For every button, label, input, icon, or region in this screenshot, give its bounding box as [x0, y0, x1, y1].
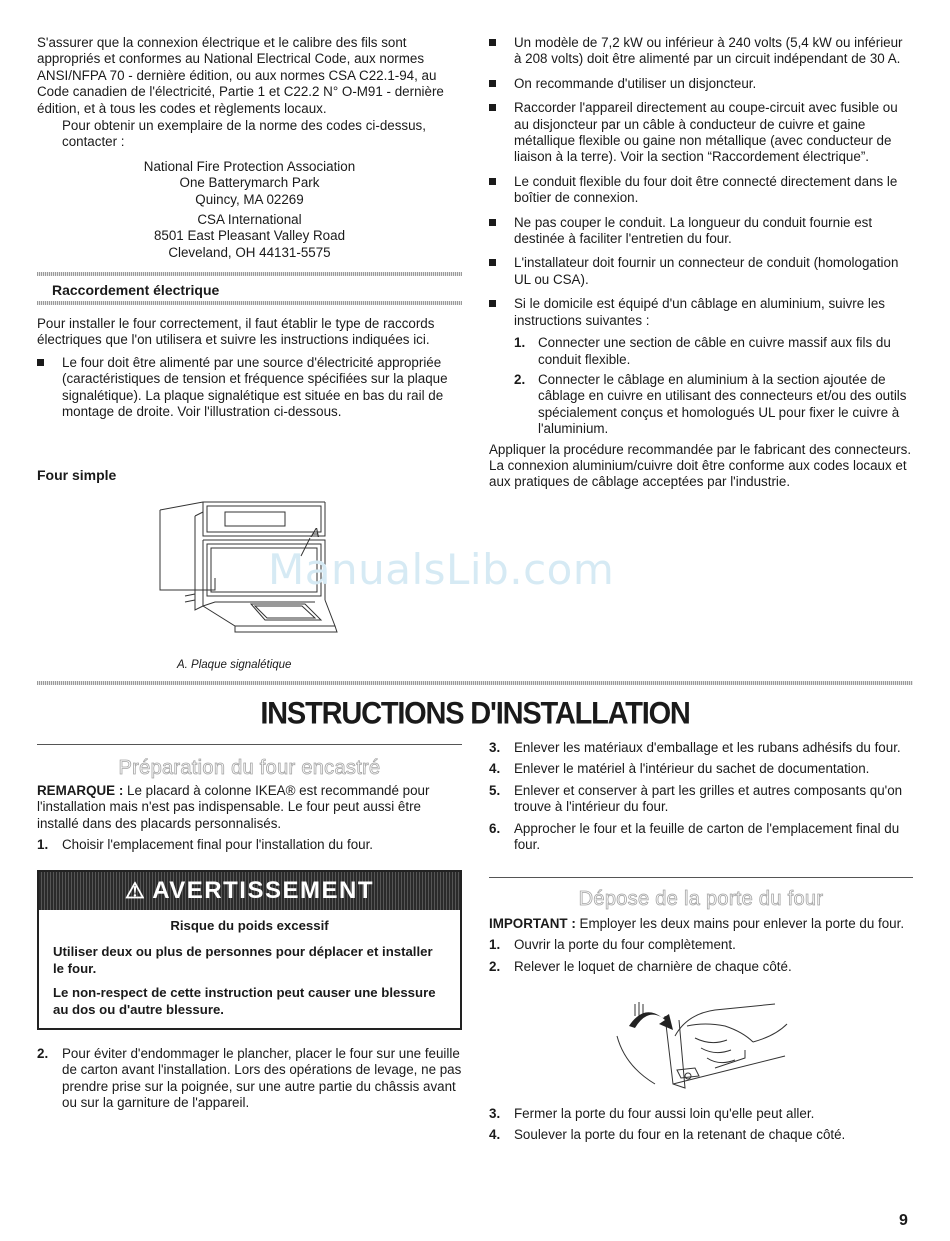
list-item: [489, 35, 913, 68]
left-column-top: [37, 35, 462, 261]
step-text: Soulever la porte du four en la retenant de chaque côté.: [514, 1127, 846, 1143]
bullet-text: Le four doit être alimenté par une source d'électricité appropriée (caractéristiques de tension et fréquence spécifiées sur la plaque signalétique). La plaque signalétique est située en bas du rail de montage de droite. Voir l'illustration ci-dessous.: [62, 354, 448, 420]
step-number: 2.: [514, 371, 526, 387]
bullet-text: Un modèle de 7,2 kW ou inférieur à 240 volts (5,4 kW ou inférieur à 208 volts) doit être alimenté par un circuit indépendant de 30 A.: [514, 35, 903, 67]
step-text: Relever le loquet de charnière de chaque côté.: [514, 958, 792, 974]
electrical-code-intro: S'assurer que la connexion électrique et le calibre des fils sont appropriés et conformes au National Electrical Code, aux normes ANSI/NFPA 70 - dernière édition, ou aux normes CSA C22.1-94, au Code canadien de l'électricité, Partie 1 et C22.2 N° O-M91 - dernière édition, et à tous les codes et règlements locaux.: [37, 35, 444, 116]
warning-header: [39, 872, 460, 910]
address-line: CSA International: [197, 212, 302, 228]
nfpa-address: [37, 159, 462, 208]
list-item: [37, 1046, 462, 1112]
section-divider: [37, 272, 462, 276]
prep-section-title: Préparation du four encastré: [118, 757, 381, 779]
door-section: [489, 916, 913, 980]
prep-section: [37, 783, 462, 859]
step-text: Enlever le matériel à l'intérieur du sachet de documentation.: [514, 761, 870, 777]
important-text: Employer les deux mains pour enlever la porte du four.: [579, 916, 905, 931]
warning-body: [39, 910, 460, 1028]
figure-label: A: [311, 525, 320, 540]
step-text: Fermer la porte du four aussi loin qu'elle peut aller.: [514, 1106, 815, 1121]
section-rule: [37, 744, 462, 745]
note-text: Le placard à colonne IKEA® est recommandé pour l'installation mais n'est pas indispensable. Le four peut aussi être installé dans des placards personnalisés.: [37, 783, 430, 831]
address-line: Quincy, MA 02269: [195, 191, 304, 207]
bullet-text: Si le domicile est équipé d'un câblage en aluminium, suivre les instructions suivantes :: [514, 296, 886, 328]
step-text: Connecter le câblage en aluminium à la section ajoutée de câblage en cuivre en utilisant des connecteurs et/ou des outils spécialement conçus et homologués UL pour fixer le cuivre à l'aluminium.: [538, 371, 907, 437]
step-text: Connecter une section de câble en cuivre massif aux fils du conduit flexible.: [538, 335, 891, 367]
list-item: [489, 296, 913, 329]
door-important: [489, 916, 913, 932]
watermark: ManualsLib.com: [268, 545, 615, 594]
list-item: [37, 837, 462, 853]
bullet-text: On recommande d'utiliser un disjoncteur.: [514, 75, 757, 91]
list-item: [514, 335, 913, 368]
list-item: [489, 76, 913, 92]
prep-steps-right: [489, 740, 913, 858]
electrical-intro: Pour installer le four correctement, il faut établir le type de raccords électriques que l'on utilisera et suivre les instructions indiquées ici.: [37, 316, 435, 348]
figure-heading: Four simple: [37, 467, 117, 483]
step-text: Enlever et conserver à part les grilles et autres composants qu'on trouve à l'intérieur du four.: [514, 782, 903, 815]
address-line: 8501 East Pleasant Valley Road: [153, 228, 346, 244]
bullet-text: Le conduit flexible du four doit être connecté directement dans le boîtier de connexion.: [514, 173, 898, 206]
list-item: [489, 1127, 913, 1143]
warning-triangle-icon: ⚠: [125, 877, 147, 903]
step-number: 3.: [489, 1106, 501, 1121]
step-text: Choisir l'emplacement final pour l'installation du four.: [62, 837, 374, 853]
list-item: [489, 1106, 913, 1122]
step-number: 4.: [489, 1127, 501, 1143]
step-number: 1.: [37, 837, 49, 853]
figure-caption: A. Plaque signalétique: [177, 659, 292, 671]
address-line: One Batterymarch Park: [179, 175, 320, 191]
step-number: 4.: [489, 761, 501, 777]
door-steps-continued: [489, 1106, 913, 1149]
warning-line: Utiliser deux ou plus de personnes pour déplacer et installer le four.: [53, 944, 433, 976]
step-number: 5.: [489, 782, 501, 798]
section-divider: [37, 301, 462, 305]
right-column-top: [489, 35, 913, 491]
list-item: [489, 959, 913, 975]
page-number: 9: [899, 1212, 908, 1229]
page-title: INSTRUCTIONS D'INSTALLATION: [260, 696, 690, 732]
list-item: [489, 761, 913, 777]
step-text: Pour éviter d'endommager le plancher, placer le four sur une feuille de carton avant l'installation. Lors des opérations de levage, ne pas prendre prise sur la poignée, sur une autre partie du châssis avant ou sur la garniture de l'appareil.: [62, 1046, 462, 1111]
important-label: IMPORTANT :: [489, 916, 576, 931]
aluminum-closing: Appliquer la procédure recommandée par le fabricant des connecteurs. La connexion aluminium/cuivre doit être conforme aux codes locaux et aux pratiques de câblage acceptées par l'industrie.: [489, 441, 912, 490]
warning-line: Le non-respect de cette instruction peut causer une blessure au dos ou d'autre blessure.: [53, 985, 436, 1017]
section-rule: [489, 877, 913, 878]
aluminum-steps: [489, 335, 913, 437]
list-item: [489, 740, 913, 756]
door-section-title: Dépose de la porte du four: [578, 888, 824, 910]
step-number: 1.: [489, 937, 501, 953]
step-number: 2.: [489, 958, 501, 974]
list-item: [489, 783, 913, 816]
step-number: 2.: [37, 1046, 49, 1061]
list-item: [489, 215, 913, 248]
hinge-latch-illustration: [615, 996, 795, 1096]
address-line: National Fire Protection Association: [143, 158, 356, 174]
list-item: [489, 821, 913, 854]
electrical-section: [37, 316, 462, 428]
step-text: Enlever les matériaux d'emballage et les rubans adhésifs du four.: [514, 740, 901, 755]
csa-address: [37, 212, 462, 261]
bullet-text: Ne pas couper le conduit. La longueur du conduit fournie est destinée à faciliter l'entretien du four.: [514, 214, 873, 247]
electrical-heading: Raccordement électrique: [52, 282, 220, 298]
step-number: 6.: [489, 820, 501, 836]
note-label: REMARQUE :: [37, 783, 124, 798]
address-line: Cleveland, OH 44131-5575: [168, 244, 331, 260]
warning-risk: Risque du poids excessif: [170, 918, 329, 933]
list-item: [489, 255, 913, 288]
prep-step-2: [37, 1046, 462, 1117]
obtain-copy-text: Pour obtenir un exemplaire de la norme des codes ci-dessus, contacter :: [62, 118, 426, 150]
bullet-text: L'installateur doit fournir un connecteur de conduit (homologation UL ou CSA).: [514, 255, 899, 287]
title-divider: [37, 681, 913, 685]
step-number: 3.: [489, 740, 501, 755]
warning-header-text: AVERTISSEMENT: [152, 876, 374, 904]
step-text: Approcher le four et la feuille de carton de l'emplacement final du four.: [514, 820, 900, 853]
step-number: 1.: [514, 335, 526, 351]
list-item: [489, 174, 913, 207]
list-item: [489, 937, 913, 953]
prep-note: [37, 783, 462, 832]
list-item: [514, 372, 913, 438]
list-item: [489, 100, 913, 166]
warning-box: [37, 870, 462, 1030]
bullet-text: Raccorder l'appareil directement au coupe-circuit avec fusible ou au disjoncteur par un câble à conducteur de cuivre et gaine métallique flexible ou gaine non métallique (avec conducteur de liaison à la terre). Voir la section “Raccordement électrique”.: [514, 100, 898, 165]
step-text: Ouvrir la porte du four complètement.: [514, 937, 736, 953]
electrical-bullet: [37, 355, 462, 421]
